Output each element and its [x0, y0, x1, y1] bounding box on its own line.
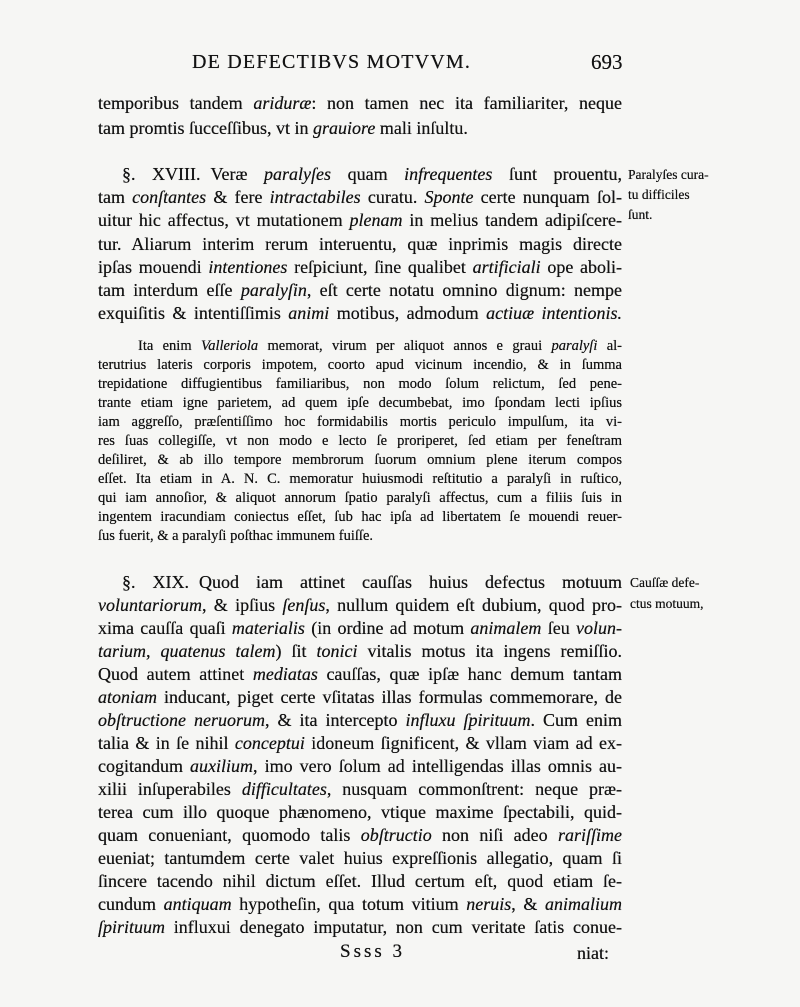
italic-text-run: animi	[288, 303, 330, 324]
italic-text-run: ſenſus	[282, 595, 326, 615]
text-line	[98, 508, 622, 527]
italic-text-run: antiquam	[163, 894, 232, 914]
text-line-content	[98, 893, 622, 916]
text-line-content	[98, 801, 622, 824]
margin-note-line: ſunt.	[628, 207, 653, 222]
margin-note-line: Paralyſes cura-	[628, 167, 709, 182]
text-run: trepidatione diffugientibus familiaribus, non modo ſolum relictum, ſed pene-	[98, 376, 622, 392]
text-line-content	[98, 279, 622, 302]
text-line	[98, 413, 622, 432]
italic-text-run: Valleriola	[200, 338, 259, 354]
text-line-content	[98, 394, 622, 413]
text-run: Quod iam attinet cauſſas huius defectus motuum	[199, 572, 622, 592]
text-line-content	[98, 233, 622, 256]
text-line-content	[98, 916, 622, 939]
text-line-content	[98, 256, 622, 279]
text-line-content	[122, 163, 622, 186]
text-run: certe nunquam ſol-	[473, 187, 622, 208]
text-line	[98, 470, 622, 489]
text-run: Ita enim	[138, 338, 201, 354]
text-run: : non tamen nec ita familiariter, neque	[311, 93, 622, 113]
text-line	[98, 527, 622, 546]
text-line	[98, 709, 622, 732]
text-line	[98, 893, 622, 916]
text-line	[98, 778, 622, 801]
text-run: talia & in ſe nihil	[98, 733, 235, 753]
text-run: , nullum quidem eſt dubium, quod pro-	[325, 595, 622, 615]
text-line-content	[98, 847, 622, 870]
text-line-content	[98, 302, 622, 325]
text-line	[98, 356, 622, 375]
text-run: quam conueniant, quomodo talis	[98, 825, 361, 845]
italic-text-run: actiuæ intentionis.	[486, 303, 622, 324]
italic-text-run: intentiones	[208, 256, 288, 277]
text-run: inducant, piget certe vſitatas illas formulas commemorare, de	[157, 687, 622, 707]
text-run: ſus fuerit, & a paralyſi poſthac immunem fuiſſe.	[98, 528, 374, 544]
text-run: eueniat; tantumdem certe valet huius expreſſionis allegatio, quam ſi	[98, 848, 622, 868]
margin-note-section-18	[628, 165, 709, 225]
text-run: vitalis motus ita ingens remiſſio.	[357, 641, 623, 661]
text-run: ) ſit	[275, 641, 317, 661]
text-run: Quod autem attinet	[98, 664, 253, 684]
text-line	[98, 594, 622, 617]
text-run: & fere	[206, 187, 270, 208]
text-run: ipſas mouendi	[98, 256, 209, 277]
text-run: ſeu	[541, 618, 577, 638]
signature-mark: Ssss 3	[340, 941, 405, 962]
text-line-content	[98, 186, 622, 209]
text-run: in melius tandem adipiſcere-	[402, 210, 622, 231]
text-run: cauſſas, quæ ipſæ hanc demum tantam	[317, 664, 622, 684]
text-run: , imo vero ſolum ad intelligendas illas omnis au-	[253, 756, 622, 776]
text-line-content	[98, 755, 622, 778]
text-run: , & ipſius	[202, 595, 283, 615]
italic-text-run: plenam	[349, 210, 403, 231]
text-line-content	[138, 337, 622, 356]
text-line-content	[98, 617, 622, 640]
text-line	[98, 870, 622, 893]
text-run: tur. Aliarum interim rerum interuentu, quæ inprimis magis directe	[98, 233, 622, 254]
text-run: trante etiam igne parietem, ad quem ipſe decumbebat, imo ſpondam lecti ipſius	[98, 395, 622, 411]
italic-text-run: obſtructio	[360, 825, 432, 845]
italic-text-run: animalium	[544, 894, 622, 914]
text-line	[122, 571, 622, 594]
text-run: quam	[331, 164, 405, 184]
text-line-content	[98, 413, 622, 432]
italic-text-run: paralyſin	[240, 279, 307, 300]
section-number: §. XVIII.	[122, 164, 201, 184]
text-run: hypotheſin, qua totum vitium	[231, 894, 467, 914]
text-run: xima cauſſa quaſi	[98, 618, 232, 638]
text-run: deſiliret, & ab illo tempore membrorum ſuorum omnium plene iterum compos	[98, 452, 622, 468]
italic-text-run: conceptui	[234, 733, 305, 753]
text-line-content	[98, 209, 622, 232]
continuation-paragraph	[98, 91, 622, 141]
text-run: influxui denegato imputatur, non cum veritate ſatis conue-	[165, 917, 622, 937]
text-line-content	[98, 594, 622, 617]
text-run: cundum	[98, 894, 164, 914]
section-19-paragraph	[98, 571, 622, 939]
text-line-content	[98, 778, 622, 801]
text-run: motibus, admodum	[329, 303, 487, 324]
text-line	[98, 91, 622, 116]
text-run: , &	[511, 894, 545, 914]
text-line	[98, 847, 622, 870]
text-run: , & ita intercepto	[265, 710, 406, 730]
text-run: xilii inſuperabiles	[98, 779, 242, 799]
italic-text-run: atoniam	[98, 687, 158, 707]
text-line	[98, 801, 622, 824]
text-line-content	[98, 527, 373, 546]
text-run: terea cum illo quoque phænomeno, vtique maxime ſpectabili, quid-	[98, 802, 622, 822]
text-line-content	[98, 116, 468, 141]
italic-text-run: tonici	[316, 641, 358, 661]
section-number: §. XIX.	[122, 572, 190, 592]
text-line	[98, 279, 622, 302]
text-run: Veræ	[210, 164, 265, 184]
text-line	[98, 755, 622, 778]
italic-text-run: paralyſi	[551, 338, 598, 354]
italic-text-run: grauiore	[312, 118, 376, 138]
text-line-content	[98, 508, 622, 527]
text-line	[98, 394, 622, 413]
running-title: DE DEFECTIBVS MOTVVM.	[192, 51, 472, 73]
italic-text-run: materialis	[231, 618, 305, 638]
text-run: ingentem iracundiam coniectus eſſet, ſub hac ipſa ad libertatem ſe mouendi reuer-	[98, 509, 622, 525]
text-run: . Cum enim	[530, 710, 623, 730]
text-run: tam promtis ſucceſſibus, vt in	[98, 118, 313, 138]
text-run: qui iam annoſior, & aliquot annorum ſpatio paralyſi affectus, cum a filiis ſuis in	[98, 490, 622, 506]
italic-text-run: tarium, quatenus talem	[98, 641, 276, 661]
text-run: memorat, virum per aliquot annos e graui	[258, 338, 552, 354]
italic-text-run: difficultates	[241, 779, 327, 799]
text-run: ſincere tacendo nihil dictum eſſet. Illud certum eſt, quod etiam ſe-	[98, 871, 622, 891]
text-run: ope aboli-	[540, 256, 622, 277]
text-line-content	[98, 663, 622, 686]
text-line	[98, 686, 622, 709]
italic-text-run: ariduræ	[253, 93, 312, 113]
section-18-paragraph	[98, 163, 622, 325]
text-line	[98, 233, 622, 256]
text-line	[122, 163, 622, 186]
italic-text-run: Sponte	[424, 187, 474, 208]
page-number: 693	[591, 50, 623, 74]
text-run: , nusquam commonſtrent: neque præ-	[326, 779, 622, 799]
italic-text-run: neruis	[466, 894, 512, 914]
text-line	[98, 432, 622, 451]
catchword: niat:	[577, 943, 609, 963]
italic-text-run: volun-	[576, 618, 622, 638]
text-line	[98, 916, 622, 939]
text-line	[98, 732, 622, 755]
margin-note-line: Cauſſæ defe-	[630, 575, 700, 590]
text-run: uitur hic affectus, vt mutationem	[98, 210, 350, 231]
text-line-content	[122, 571, 622, 594]
text-run: idoneum ſignificent, & vllam viam ad ex-	[304, 733, 622, 753]
text-run: iam aggreſſo, præſentiſſimo hoc formidabilis mortis periculo impulſum, ita vi-	[98, 414, 622, 430]
text-run: al-	[597, 338, 622, 354]
text-line-content	[98, 824, 622, 847]
text-line	[98, 302, 622, 325]
text-line-content	[98, 870, 622, 893]
text-run: res ſuas collegiſſe, vt non modo e lecto ſe proriperet, ſed etiam per feneſtram	[98, 433, 622, 449]
margin-note-section-19	[630, 572, 704, 614]
text-run: exquiſitis & intentiſſimis	[98, 303, 289, 324]
text-line	[98, 617, 622, 640]
text-line	[98, 640, 622, 663]
text-line	[98, 116, 622, 141]
text-line-content	[98, 451, 622, 470]
text-line	[98, 375, 622, 394]
italic-text-run: intractabiles	[269, 187, 361, 208]
margin-note-line: tu difficiles	[628, 187, 690, 202]
text-line-content	[98, 686, 622, 709]
text-run: non niſi adeo	[431, 825, 558, 845]
italic-text-run: ſpirituum	[98, 917, 166, 937]
italic-text-run: animalem	[470, 618, 542, 638]
italic-text-run: obſtructione neruorum	[98, 710, 265, 730]
text-line-content	[98, 640, 622, 663]
text-line	[98, 824, 622, 847]
text-run: tam	[98, 187, 133, 208]
italic-text-run: influxu ſpirituum	[405, 710, 531, 730]
text-line	[98, 663, 622, 686]
italic-text-run: mediatas	[252, 664, 318, 684]
text-run: , eſt certe notatu omnino dignum: nempe	[306, 279, 622, 300]
text-line-content	[98, 732, 622, 755]
text-run: tam interdum eſſe	[98, 279, 241, 300]
text-line-content	[98, 356, 622, 375]
italic-text-run: artificiali	[472, 256, 541, 277]
italic-text-run: paralyſes	[264, 164, 332, 184]
text-line-content	[98, 432, 622, 451]
text-line-content	[98, 709, 622, 732]
text-run: cogitandum	[98, 756, 191, 776]
text-line	[98, 489, 622, 508]
italic-text-run: rariſſime	[557, 825, 622, 845]
text-run: (in ordine ad motum	[304, 618, 471, 638]
example-paragraph	[98, 337, 622, 546]
text-line-content	[98, 489, 622, 508]
text-line-content	[98, 91, 622, 116]
text-run: curatu.	[360, 187, 425, 208]
text-run: temporibus tandem	[98, 93, 254, 113]
text-run: eſſet. Ita etiam in A. N. C. memoratur huiusmodi reſtitutio a paralyſi in ruſtico,	[98, 471, 622, 487]
text-line	[98, 451, 622, 470]
text-line-content	[98, 375, 622, 394]
margin-note-line: ctus motuum,	[630, 596, 704, 611]
text-line	[138, 337, 622, 356]
text-line	[98, 256, 622, 279]
text-line-content	[98, 470, 622, 489]
italic-text-run: voluntariorum	[98, 595, 203, 615]
text-run: ſunt prouentu,	[492, 164, 622, 184]
italic-text-run: conſtantes	[132, 187, 207, 208]
text-line	[98, 209, 622, 232]
italic-text-run: infrequentes	[404, 164, 493, 184]
text-line	[98, 186, 622, 209]
italic-text-run: auxilium	[190, 756, 254, 776]
text-run: reſpiciunt, ſine qualibet	[287, 256, 473, 277]
text-run: terutrius lateris corporis impotem, coorto apud vicinum incendio, & in ſumma	[98, 357, 622, 373]
text-run: mali inſultu.	[375, 118, 468, 138]
